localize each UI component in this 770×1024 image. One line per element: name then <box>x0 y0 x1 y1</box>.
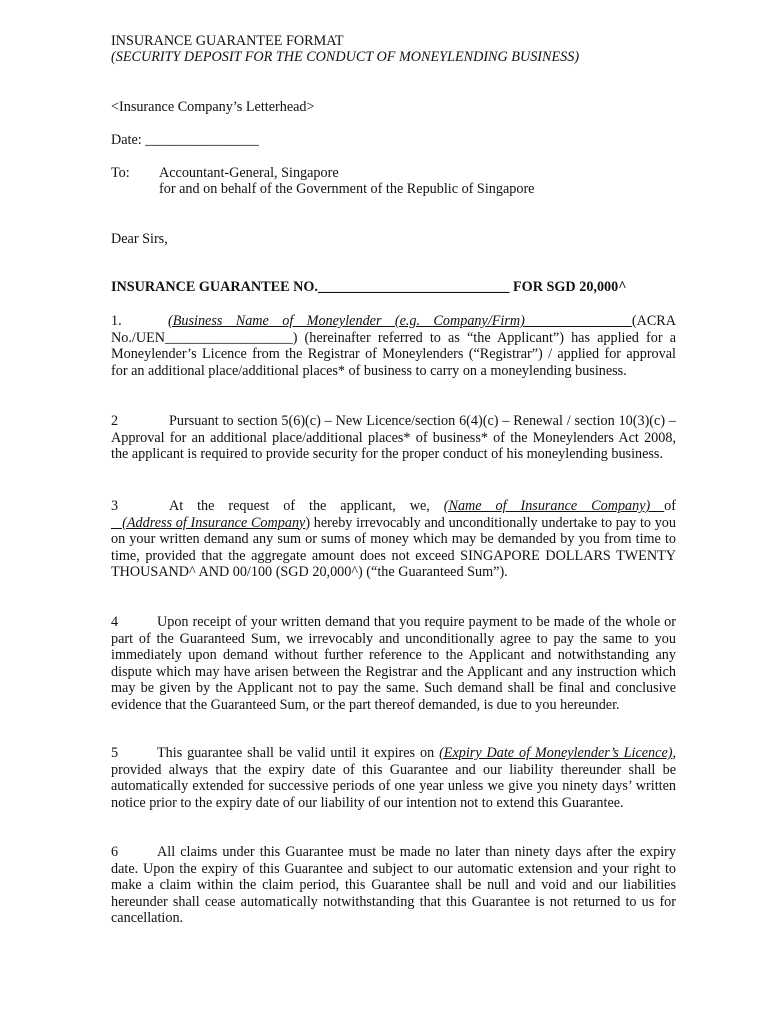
paragraph-4-number: 4 <box>111 614 119 630</box>
insurer-address-placeholder: (Address of Insurance Company <box>111 514 306 531</box>
paragraph-3-text-a: At the request of the applicant, we, <box>169 498 444 514</box>
business-name-blank <box>525 313 632 329</box>
paragraph-3-number: 3 <box>111 498 119 514</box>
uen-blank: __________________ <box>165 329 293 346</box>
paragraph-1-text-a: (ACRA No./UEN <box>111 313 676 346</box>
paragraph-3-text-b: of <box>664 498 676 514</box>
letterhead-placeholder: <Insurance Company’s Letterhead> <box>111 99 315 115</box>
guarantee-heading-prefix: INSURANCE GUARANTEE NO. <box>111 279 318 295</box>
expiry-date-placeholder: (Expiry Date of Moneylender’s Licence) <box>439 745 673 761</box>
paragraph-3-text-c: ) hereby irrevocably and unconditionally undertake to pay to you on your written demand any sum or sums of money which may be demanded by you from time to time, provided that the aggregate amount does not exceed SINGAPORE DOLLARS TWENTY THOUSAND^ AND 00/100 (SGD 20,000^) (“the Guaranteed Sum”). <box>111 514 676 581</box>
paragraph-5 <box>111 745 676 811</box>
paragraph-2 <box>111 413 676 463</box>
insurer-name-placeholder: (Name of Insurance Company) <box>443 498 665 514</box>
paragraph-2-number: 2 <box>111 413 119 429</box>
guarantee-number-blank: ___________________________ <box>317 279 510 295</box>
paragraph-1-text-b: ) (hereinafter referred to as “the Applicant”) has applied for a Moneylender’s Licence from the Registrar of Moneylenders (“Registrar”) / applied for approval for an additional place/additional places* of business to carry on a moneylending business. <box>111 329 676 379</box>
paragraph-5-text-a: This guarantee shall be valid until it expires on <box>157 745 440 761</box>
guarantee-heading <box>111 279 627 296</box>
to-label: To: <box>111 165 130 181</box>
paragraph-4 <box>111 614 676 714</box>
date-blank: ________________ <box>145 132 259 148</box>
paragraph-6-text: All claims under this Guarantee must be made no later than ninety days after the expiry date. Upon the expiry of this Guarantee and subject to our automatic extension and your right to make a claim within the claim period, this Guarantee shall be null and void and our liabilities hereunder shall cease automatically notwithstanding that this Guarantee is not returned to us for cancellation. <box>111 844 676 927</box>
paragraph-6-number: 6 <box>111 844 119 860</box>
paragraph-1-number: 1. <box>111 313 122 329</box>
paragraph-5-text-b: , provided always that the expiry date of this Guarantee and our liability thereunder shall be automatically extended for successive periods of one year unless we give you ninety days’ written notice prior to the expiry date of our liability of our intention not to extend this Guarantee. <box>111 745 677 811</box>
document-subtitle: (SECURITY DEPOSIT FOR THE CONDUCT OF MONEYLENDING BUSINESS) <box>111 49 580 65</box>
paragraph-4-text: Upon receipt of your written demand that you require payment to be made of the whole or part of the Guaranteed Sum, we irrevocably and unconditionally agree to pay the same to you immediately upon demand without further reference to the Applicant and notwithstanding any dispute which may have arisen between the Registrar and the Applicant and any instruction which may be given by the Applicant not to pay the same. Such demand shall be final and conclusive evidence that the Guaranteed Sum, or the part thereof demanded, is due to you hereunder. <box>111 614 676 713</box>
addressee-block <box>111 165 676 182</box>
paragraph-6 <box>111 844 676 927</box>
paragraph-2-text: Pursuant to section 5(6)(c) – New Licence/section 6(4)(c) – Renewal / section 10(3)(c) – Approval for an additional place/additional places* of business* of the Moneylenders Act 2008, the applicant is required to provide security for the proper conduct of his moneylending business. <box>111 413 676 463</box>
document-title: INSURANCE GUARANTEE FORMAT <box>111 33 344 49</box>
date-line <box>111 132 259 149</box>
date-label: Date: <box>111 132 142 148</box>
paragraph-3 <box>111 498 676 581</box>
paragraph-1 <box>111 313 676 379</box>
salutation: Dear Sirs, <box>111 231 168 247</box>
business-name-placeholder: (Business Name of Moneylender (e.g. Company/Firm) <box>168 313 525 329</box>
paragraph-5-number: 5 <box>111 745 119 761</box>
addressee-line-2: for and on behalf of the Government of the Republic of Singapore <box>159 181 535 197</box>
guarantee-heading-suffix: FOR SGD 20,000^ <box>509 279 627 295</box>
addressee-line-1: Accountant-General, Singapore <box>159 165 339 181</box>
